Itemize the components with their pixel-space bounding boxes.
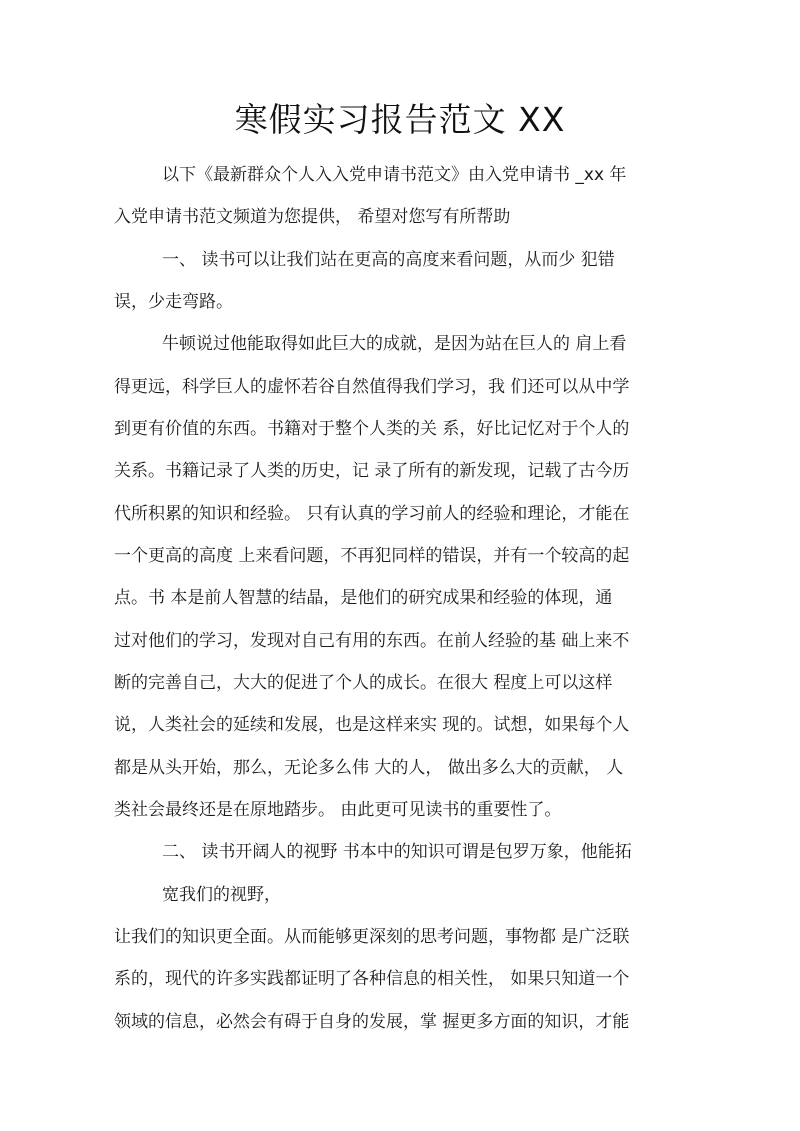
text-line: 入党申请书范文频道为您提供， 希望对您写有所帮助 xyxy=(114,207,511,227)
text-line: 过对他们的学习，发现对自己有用的东西。在前人经验的基 础上来不 xyxy=(114,631,630,651)
text-line: 领域的信息，必然会有碍于自身的发展，掌 握更多方面的知识，才能 xyxy=(114,1012,630,1032)
text-line: 代所积累的知识和经验。 只有认真的学习前人的经验和理论，才能在 xyxy=(114,504,630,524)
text-line: 说，人类社会的延续和发展，也是这样来实 现的。试想，如果每个人 xyxy=(114,715,630,735)
text-line: 都是从头开始，那么，无论多么伟 大的人， 做出多么大的贡献， 人 xyxy=(114,758,624,778)
text-line: 宽我们的视野， xyxy=(162,885,281,905)
document-title: 寒假实习报告范文 XX xyxy=(234,100,566,139)
text-line: 误，少走弯路。 xyxy=(114,292,233,312)
text-line: 一、 读书可以让我们站在更高的高度来看问题，从而少 犯错 xyxy=(162,250,615,270)
text-line: 系的，现代的许多实践都证明了各种信息的相关性， 如果只知道一个 xyxy=(114,969,630,989)
text-line: 断的完善自己，大大的促进了个人的成长。在很大 程度上可以这样 xyxy=(114,673,613,693)
text-line: 牛顿说过他能取得如此巨大的成就，是因为站在巨人的 肩上看 xyxy=(162,334,627,354)
text-line: 二、 读书开阔人的视野 书本中的知识可谓是包罗万象，他能拓 xyxy=(162,842,632,862)
text-line: 一个更高的高度 上来看问题，不再犯同样的错误，并有一个较高的起 xyxy=(114,546,630,566)
text-line: 点。书 本是前人智慧的结晶，是他们的研究成果和经验的体现，通 xyxy=(114,588,613,608)
text-line: 得更远，科学巨人的虚怀若谷自然值得我们学习，我 们还可以从中学 xyxy=(114,377,630,397)
text-line: 关系。书籍记录了人类的历史，记 录了所有的新发现，记载了古今历 xyxy=(114,461,630,481)
text-line: 类社会最终还是在原地踏步。 由此更可见读书的重要性了。 xyxy=(114,800,562,820)
text-line: 让我们的知识更全面。从而能够更深刻的思考问题，事物都 是广泛联 xyxy=(114,927,630,947)
text-line: 以下《最新群众个人入入党申请书范文》由入党申请书 _xx 年 xyxy=(162,165,627,185)
text-line: 到更有价值的东西。书籍对于整个人类的关 系，好比记忆对于个人的 xyxy=(114,419,630,439)
